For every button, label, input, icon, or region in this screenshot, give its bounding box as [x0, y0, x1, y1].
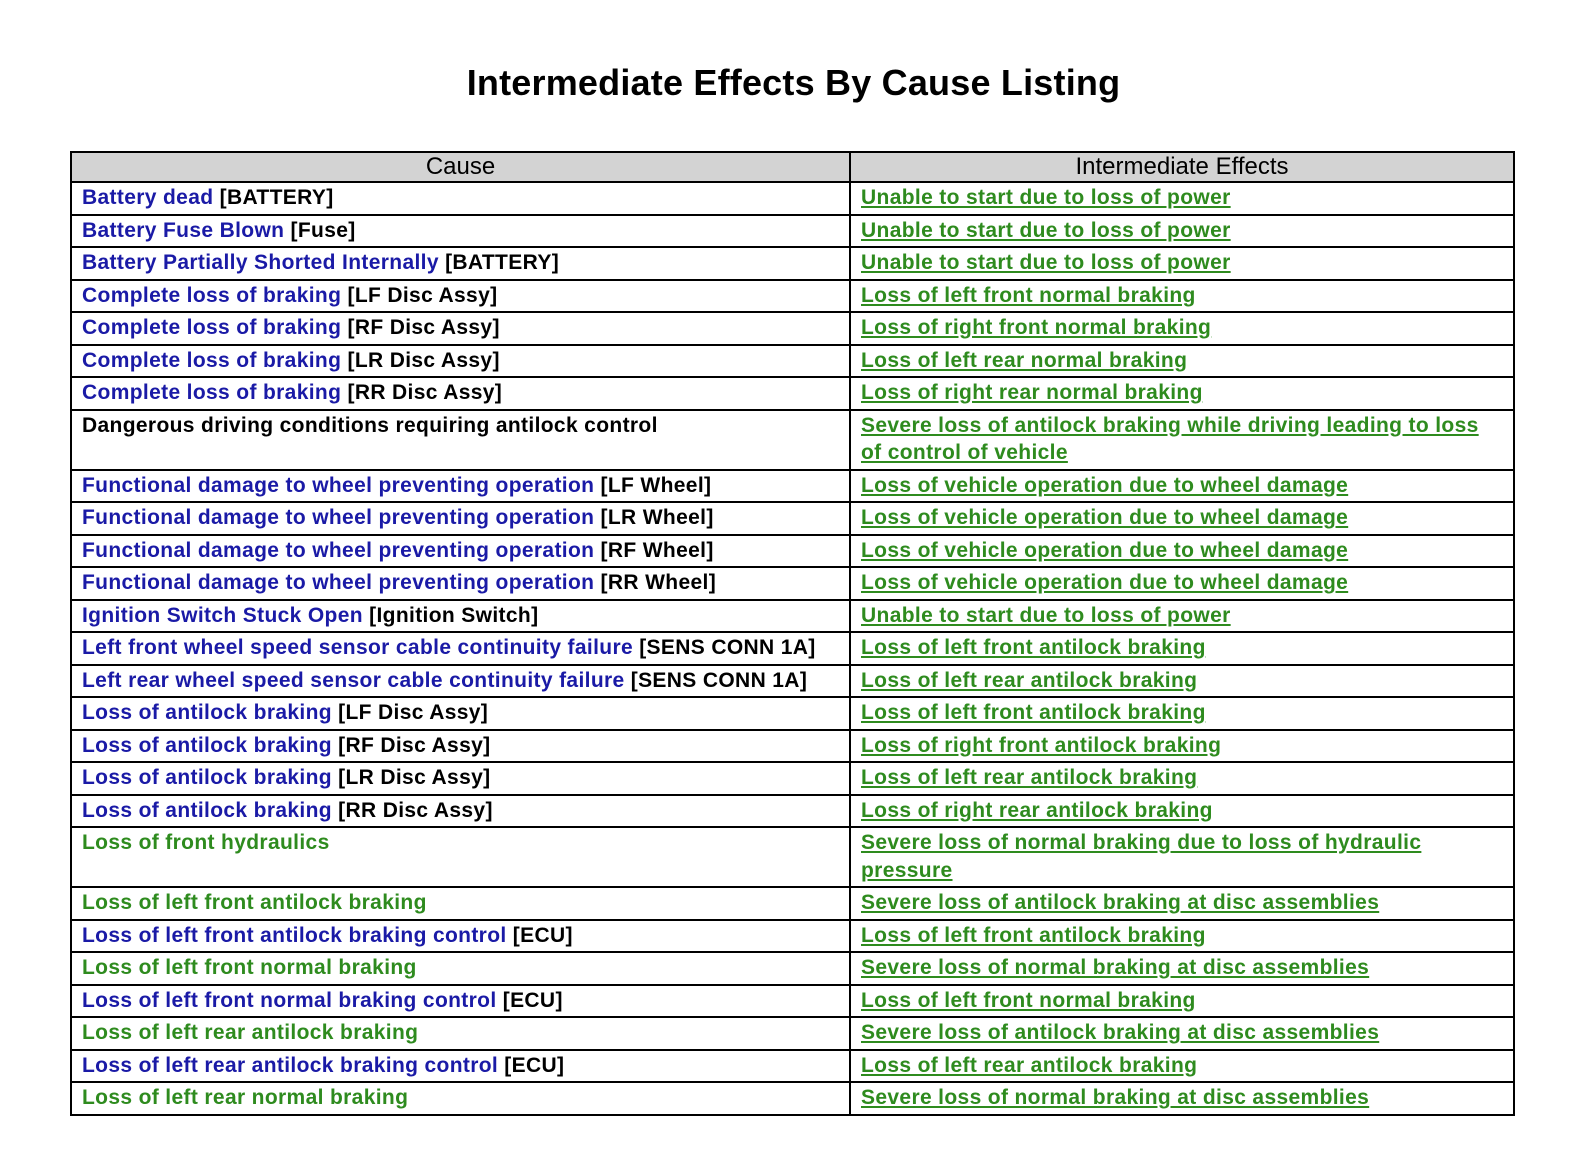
component-name: RR Disc Assy: [354, 381, 495, 404]
component-ref: [BATTERY]: [445, 251, 560, 274]
table-row: [71, 887, 1514, 920]
effect-link[interactable]: Loss of right front normal braking: [861, 316, 1212, 339]
table-row: [71, 600, 1514, 633]
cause-link[interactable]: Left rear wheel speed sensor cable continuity failure: [82, 668, 625, 692]
cause-link[interactable]: Loss of left rear normal braking: [82, 1086, 409, 1109]
effect-cell: [850, 1050, 1514, 1083]
cause-effects-table: [70, 151, 1515, 1116]
cause-link[interactable]: Loss of antilock braking: [82, 798, 332, 822]
cause-cell: [71, 470, 850, 503]
cause-link[interactable]: Loss of antilock braking: [82, 766, 332, 789]
effect-cell: [850, 795, 1514, 828]
effect-link[interactable]: Severe loss of antilock braking while driving leading to loss of control of vehicle: [861, 413, 1479, 464]
page-title: Intermediate Effects By Cause Listing: [466, 62, 1121, 103]
component-name: LF Wheel: [607, 473, 705, 497]
effect-cell: [850, 410, 1514, 470]
component-ref: [LF Wheel]: [600, 473, 712, 497]
component-name: RF Disc Assy: [345, 733, 484, 757]
effect-link[interactable]: Severe loss of normal braking at disc assemblies: [861, 1086, 1370, 1109]
table-row: [71, 535, 1514, 568]
effects-column-header: Intermediate Effects: [850, 152, 1514, 182]
cause-link[interactable]: Complete loss of braking: [82, 283, 342, 307]
cause-cell: [71, 345, 850, 378]
cause-link[interactable]: Complete loss of braking: [82, 348, 342, 372]
cause-link[interactable]: Battery Fuse Blown: [82, 218, 285, 242]
cause-cell: [71, 410, 850, 470]
component-ref: [RF Wheel]: [600, 538, 714, 562]
cause-link[interactable]: Loss of left front antilock braking: [82, 891, 427, 914]
effect-cell: [850, 600, 1514, 633]
component-ref: [RR Disc Assy]: [338, 798, 493, 822]
cause-link[interactable]: Loss of antilock braking: [82, 733, 332, 757]
cause-cell: [71, 280, 850, 313]
cause-cell: [71, 665, 850, 698]
cause-cell: [71, 182, 850, 215]
cause-link[interactable]: Battery dead: [82, 186, 214, 209]
table-row: [71, 795, 1514, 828]
effect-cell: [850, 502, 1514, 535]
effect-cell: [850, 762, 1514, 795]
cause-cell: [71, 215, 850, 248]
component-name: LR Wheel: [607, 506, 707, 529]
component-ref: [RR Wheel]: [600, 571, 717, 594]
component-ref: [LR Wheel]: [600, 506, 714, 529]
component-name: BATTERY: [226, 186, 327, 209]
component-ref: [SENS CONN 1A]: [630, 668, 808, 692]
cause-link[interactable]: Complete loss of braking: [82, 316, 342, 339]
cause-link[interactable]: Loss of left rear antilock braking control: [82, 1053, 499, 1077]
table-row: [71, 697, 1514, 730]
effect-link[interactable]: Loss of vehicle operation due to wheel damage: [861, 473, 1349, 497]
effect-link[interactable]: Severe loss of normal braking due to loss of hydraulic pressure: [861, 831, 1422, 882]
effect-link[interactable]: Loss of left front normal braking: [861, 988, 1196, 1012]
cause-link[interactable]: Loss of antilock braking: [82, 701, 332, 724]
component-ref: [ECU]: [512, 923, 573, 947]
table-row: [71, 567, 1514, 600]
effect-cell: [850, 1017, 1514, 1050]
cause-cell: [71, 567, 850, 600]
component-name: LF Disc Assy: [345, 701, 481, 724]
component-name: ECU: [510, 988, 556, 1012]
cause-link[interactable]: Functional damage to wheel preventing operation: [82, 571, 595, 594]
component-name: ECU: [520, 923, 566, 947]
cause-link: Dangerous driving conditions requiring antilock control: [82, 413, 658, 437]
effect-cell: [850, 952, 1514, 985]
component-name: RF Disc Assy: [354, 316, 493, 339]
table-row: [71, 182, 1514, 215]
component-ref: [ECU]: [504, 1053, 565, 1077]
effect-cell: [850, 887, 1514, 920]
cause-cell: [71, 920, 850, 953]
table-row: [71, 665, 1514, 698]
effect-link[interactable]: Unable to start due to loss of power: [861, 186, 1231, 209]
table-row: [71, 1050, 1514, 1083]
cause-link[interactable]: Loss of left front normal braking control: [82, 988, 497, 1012]
cause-link[interactable]: Battery Partially Shorted Internally: [82, 251, 439, 274]
table-row: [71, 1082, 1514, 1115]
table-row: [71, 410, 1514, 470]
effect-link[interactable]: Loss of left rear antilock braking: [861, 1053, 1198, 1077]
effect-link[interactable]: Loss of left front antilock braking: [861, 636, 1206, 659]
component-name: RF Wheel: [607, 538, 707, 562]
component-ref: [LF Disc Assy]: [347, 283, 498, 307]
cause-cell: [71, 952, 850, 985]
effect-cell: [850, 215, 1514, 248]
component-ref: [Ignition Switch]: [369, 603, 539, 627]
effect-link[interactable]: Loss of left rear normal braking: [861, 348, 1188, 372]
effect-cell: [850, 377, 1514, 410]
effect-cell: [850, 827, 1514, 887]
cause-cell: [71, 795, 850, 828]
component-name: RR Wheel: [607, 571, 709, 594]
component-name: Ignition Switch: [376, 603, 532, 627]
effect-link[interactable]: Loss of left front antilock braking: [861, 923, 1206, 947]
effect-cell: [850, 182, 1514, 215]
cause-cell: [71, 1082, 850, 1115]
cause-cell: [71, 762, 850, 795]
component-ref: [RR Disc Assy]: [347, 381, 503, 404]
table-row: [71, 312, 1514, 345]
effect-link[interactable]: Loss of vehicle operation due to wheel damage: [861, 506, 1349, 529]
cause-cell: [71, 377, 850, 410]
component-name: BATTERY: [452, 251, 552, 274]
effect-link[interactable]: Loss of right rear antilock braking: [861, 798, 1213, 822]
cause-cell: [71, 632, 850, 665]
cause-link[interactable]: Complete loss of braking: [82, 381, 342, 404]
cause-link[interactable]: Left front wheel speed sensor cable continuity failure: [82, 636, 634, 659]
component-ref: [LR Disc Assy]: [347, 348, 500, 372]
cause-cell: [71, 535, 850, 568]
cause-link[interactable]: Ignition Switch Stuck Open: [82, 603, 363, 627]
cause-link[interactable]: Functional damage to wheel preventing operation: [82, 506, 595, 529]
effect-cell: [850, 470, 1514, 503]
component-ref: [BATTERY]: [219, 186, 334, 209]
component-ref: [LF Disc Assy]: [338, 701, 489, 724]
cause-column-header: Cause: [71, 152, 850, 182]
component-ref: [ECU]: [502, 988, 563, 1012]
table-row: [71, 247, 1514, 280]
cause-link[interactable]: Loss of left front normal braking: [82, 956, 417, 979]
cause-link[interactable]: Loss of front hydraulics: [82, 831, 330, 854]
effect-link[interactable]: Severe loss of antilock braking at disc assemblies: [861, 1021, 1380, 1044]
table-row: [71, 215, 1514, 248]
table-row: [71, 730, 1514, 763]
table-header-row: [71, 152, 1514, 182]
effect-link[interactable]: Loss of right front antilock braking: [861, 733, 1222, 757]
table-body: [71, 182, 1514, 1115]
effect-cell: [850, 345, 1514, 378]
table-row: [71, 920, 1514, 953]
effect-cell: [850, 985, 1514, 1018]
effect-cell: [850, 312, 1514, 345]
component-name: SENS CONN 1A: [638, 668, 800, 692]
cause-cell: [71, 887, 850, 920]
component-name: SENS CONN 1A: [646, 636, 809, 659]
cause-cell: [71, 502, 850, 535]
effect-link[interactable]: Loss of vehicle operation due to wheel damage: [861, 538, 1349, 562]
effect-link[interactable]: Unable to start due to loss of power: [861, 603, 1231, 627]
effect-link[interactable]: Loss of left rear antilock braking: [861, 766, 1198, 789]
effect-cell: [850, 730, 1514, 763]
table-row: [71, 952, 1514, 985]
cause-cell: [71, 600, 850, 633]
component-name: LF Disc Assy: [354, 283, 491, 307]
cause-link[interactable]: Loss of left rear antilock braking: [82, 1021, 419, 1044]
component-name: Fuse: [297, 218, 349, 242]
table-row: [71, 632, 1514, 665]
table-row: [71, 470, 1514, 503]
effect-link[interactable]: Loss of left front antilock braking: [861, 701, 1206, 724]
component-name: LR Disc Assy: [345, 766, 484, 789]
cause-cell: [71, 697, 850, 730]
cause-cell: [71, 730, 850, 763]
table-row: [71, 827, 1514, 887]
component-name: ECU: [511, 1053, 558, 1077]
cause-cell: [71, 827, 850, 887]
component-name: RR Disc Assy: [345, 798, 486, 822]
table-row: [71, 377, 1514, 410]
effect-link[interactable]: Unable to start due to loss of power: [861, 218, 1231, 242]
cause-cell: [71, 1017, 850, 1050]
effect-cell: [850, 665, 1514, 698]
effect-link[interactable]: Loss of right rear normal braking: [861, 381, 1203, 404]
cause-cell: [71, 1050, 850, 1083]
cause-cell: [71, 247, 850, 280]
table-row: [71, 502, 1514, 535]
cause-link[interactable]: Functional damage to wheel preventing operation: [82, 473, 595, 497]
component-ref: [RF Disc Assy]: [338, 733, 491, 757]
cause-cell: [71, 985, 850, 1018]
effect-link[interactable]: Severe loss of normal braking at disc assemblies: [861, 956, 1370, 979]
effect-link[interactable]: Severe loss of antilock braking at disc assemblies: [861, 891, 1380, 914]
cause-link[interactable]: Loss of left front antilock braking control: [82, 923, 507, 947]
effect-link[interactable]: Loss of left rear antilock braking: [861, 668, 1198, 692]
table-row: [71, 985, 1514, 1018]
effect-cell: [850, 920, 1514, 953]
effect-cell: [850, 632, 1514, 665]
table-row: [71, 280, 1514, 313]
table-row: [71, 345, 1514, 378]
component-ref: [Fuse]: [290, 218, 356, 242]
effect-cell: [850, 535, 1514, 568]
component-name: LR Disc Assy: [354, 348, 493, 372]
effect-cell: [850, 567, 1514, 600]
effect-link[interactable]: Loss of vehicle operation due to wheel damage: [861, 571, 1349, 594]
table-row: [71, 1017, 1514, 1050]
effect-cell: [850, 247, 1514, 280]
effect-cell: [850, 280, 1514, 313]
cause-link[interactable]: Functional damage to wheel preventing operation: [82, 538, 595, 562]
cause-cell: [71, 312, 850, 345]
effect-cell: [850, 1082, 1514, 1115]
effect-cell: [850, 697, 1514, 730]
effect-link[interactable]: Loss of left front normal braking: [861, 283, 1196, 307]
table-row: [71, 762, 1514, 795]
effect-link[interactable]: Unable to start due to loss of power: [861, 251, 1231, 274]
component-ref: [LR Disc Assy]: [338, 766, 491, 789]
component-ref: [RF Disc Assy]: [347, 316, 500, 339]
component-ref: [SENS CONN 1A]: [639, 636, 816, 659]
